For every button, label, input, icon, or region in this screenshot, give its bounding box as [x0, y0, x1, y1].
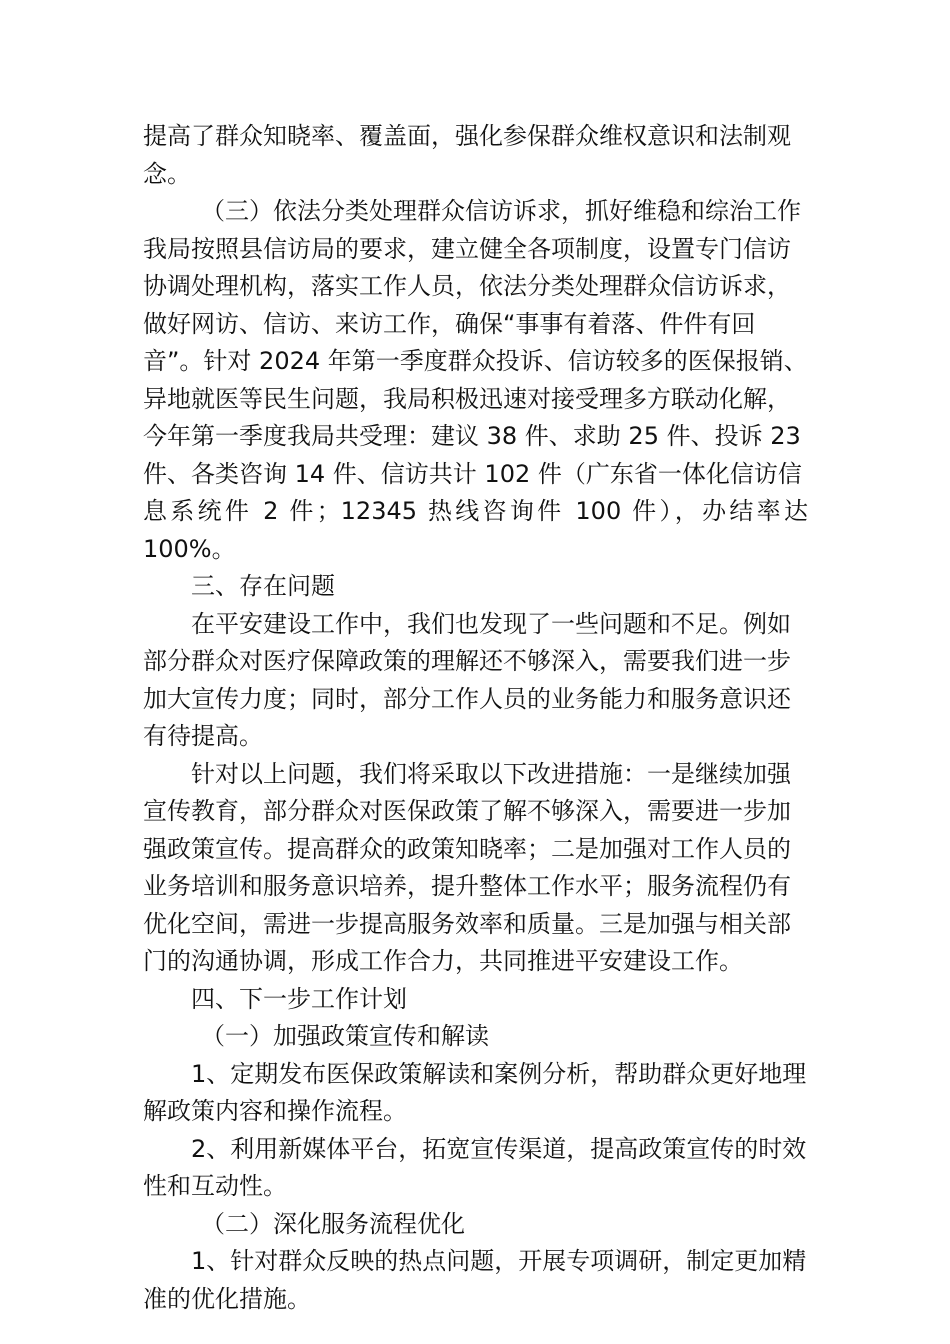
text-line: 有待提高。: [143, 722, 263, 750]
text-line: 针对以上问题，我们将采取以下改进措施：一是继续加强: [191, 759, 791, 788]
document-body: [143, 118, 808, 1318]
subsection-heading: （一）加强政策宣传和解读: [201, 1022, 489, 1050]
text-line: 息系统件 2 件；12345 热线咨询件 100 件），办结率达: [143, 497, 808, 525]
text-line: 协调处理机构，落实工作人员，依法分类处理群众信访诉求，: [143, 272, 791, 300]
text-line: 音”。针对 2024 年第一季度群众投诉、信访较多的医保报销、: [143, 347, 808, 375]
section-heading: 四、下一步工作计划: [191, 984, 407, 1013]
text-line: 100%。: [143, 534, 236, 563]
text-line: 今年第一季度我局共受理：建议 38 件、求助 25 件、投诉 23: [143, 422, 801, 450]
text-line: 优化空间，需进一步提高服务效率和质量。三是加强与相关部: [143, 909, 791, 938]
text-line: 念。: [143, 159, 191, 188]
text-line: 性和互动性。: [143, 1172, 287, 1200]
text-line: 我局按照县信访局的要求，建立健全各项制度，设置专门信访: [143, 234, 791, 263]
text-line: 1、定期发布医保政策解读和案例分析，帮助群众更好地理: [191, 1059, 807, 1088]
text-line: 异地就医等民生问题，我局积极迅速对接受理多方联动化解，: [143, 384, 791, 413]
text-line: 解政策内容和操作流程。: [143, 1097, 407, 1125]
text-line: 件、各类咨询 14 件、信访共计 102 件（广东省一体化信访信: [143, 459, 802, 488]
subsection-heading: （二）深化服务流程优化: [201, 1209, 465, 1238]
text-line: 门的沟通协调，形成工作合力，共同推进平安建设工作。: [143, 947, 743, 975]
section-heading: 三、存在问题: [191, 572, 335, 600]
text-line: 宣传教育，部分群众对医保政策了解不够深入，需要进一步加: [143, 797, 791, 825]
text-line: 1、针对群众反映的热点问题，开展专项调研，制定更加精: [191, 1247, 807, 1275]
text-line: 2、利用新媒体平台，拓宽宣传渠道，提高政策宣传的时效: [191, 1134, 807, 1163]
text-line: 提高了群众知晓率、覆盖面，强化参保群众维权意识和法制观: [143, 122, 791, 150]
text-line: 强政策宣传。提高群众的政策知晓率；二是加强对工作人员的: [143, 834, 791, 863]
text-line: 在平安建设工作中，我们也发现了一些问题和不足。例如: [191, 609, 791, 638]
text-line: 部分群众对医疗保障政策的理解还不够深入，需要我们进一步: [143, 647, 791, 675]
text-line: 加大宣传力度；同时，部分工作人员的业务能力和服务意识还: [143, 684, 791, 713]
text-line: 做好网访、信访、来访工作，确保“事事有着落、件件有回: [143, 309, 756, 338]
text-line: 业务培训和服务意识培养，提升整体工作水平；服务流程仍有: [143, 872, 791, 900]
section-heading: （三）依法分类处理群众信访诉求，抓好维稳和综治工作: [201, 197, 801, 225]
text-line: 准的优化措施。: [143, 1284, 311, 1313]
